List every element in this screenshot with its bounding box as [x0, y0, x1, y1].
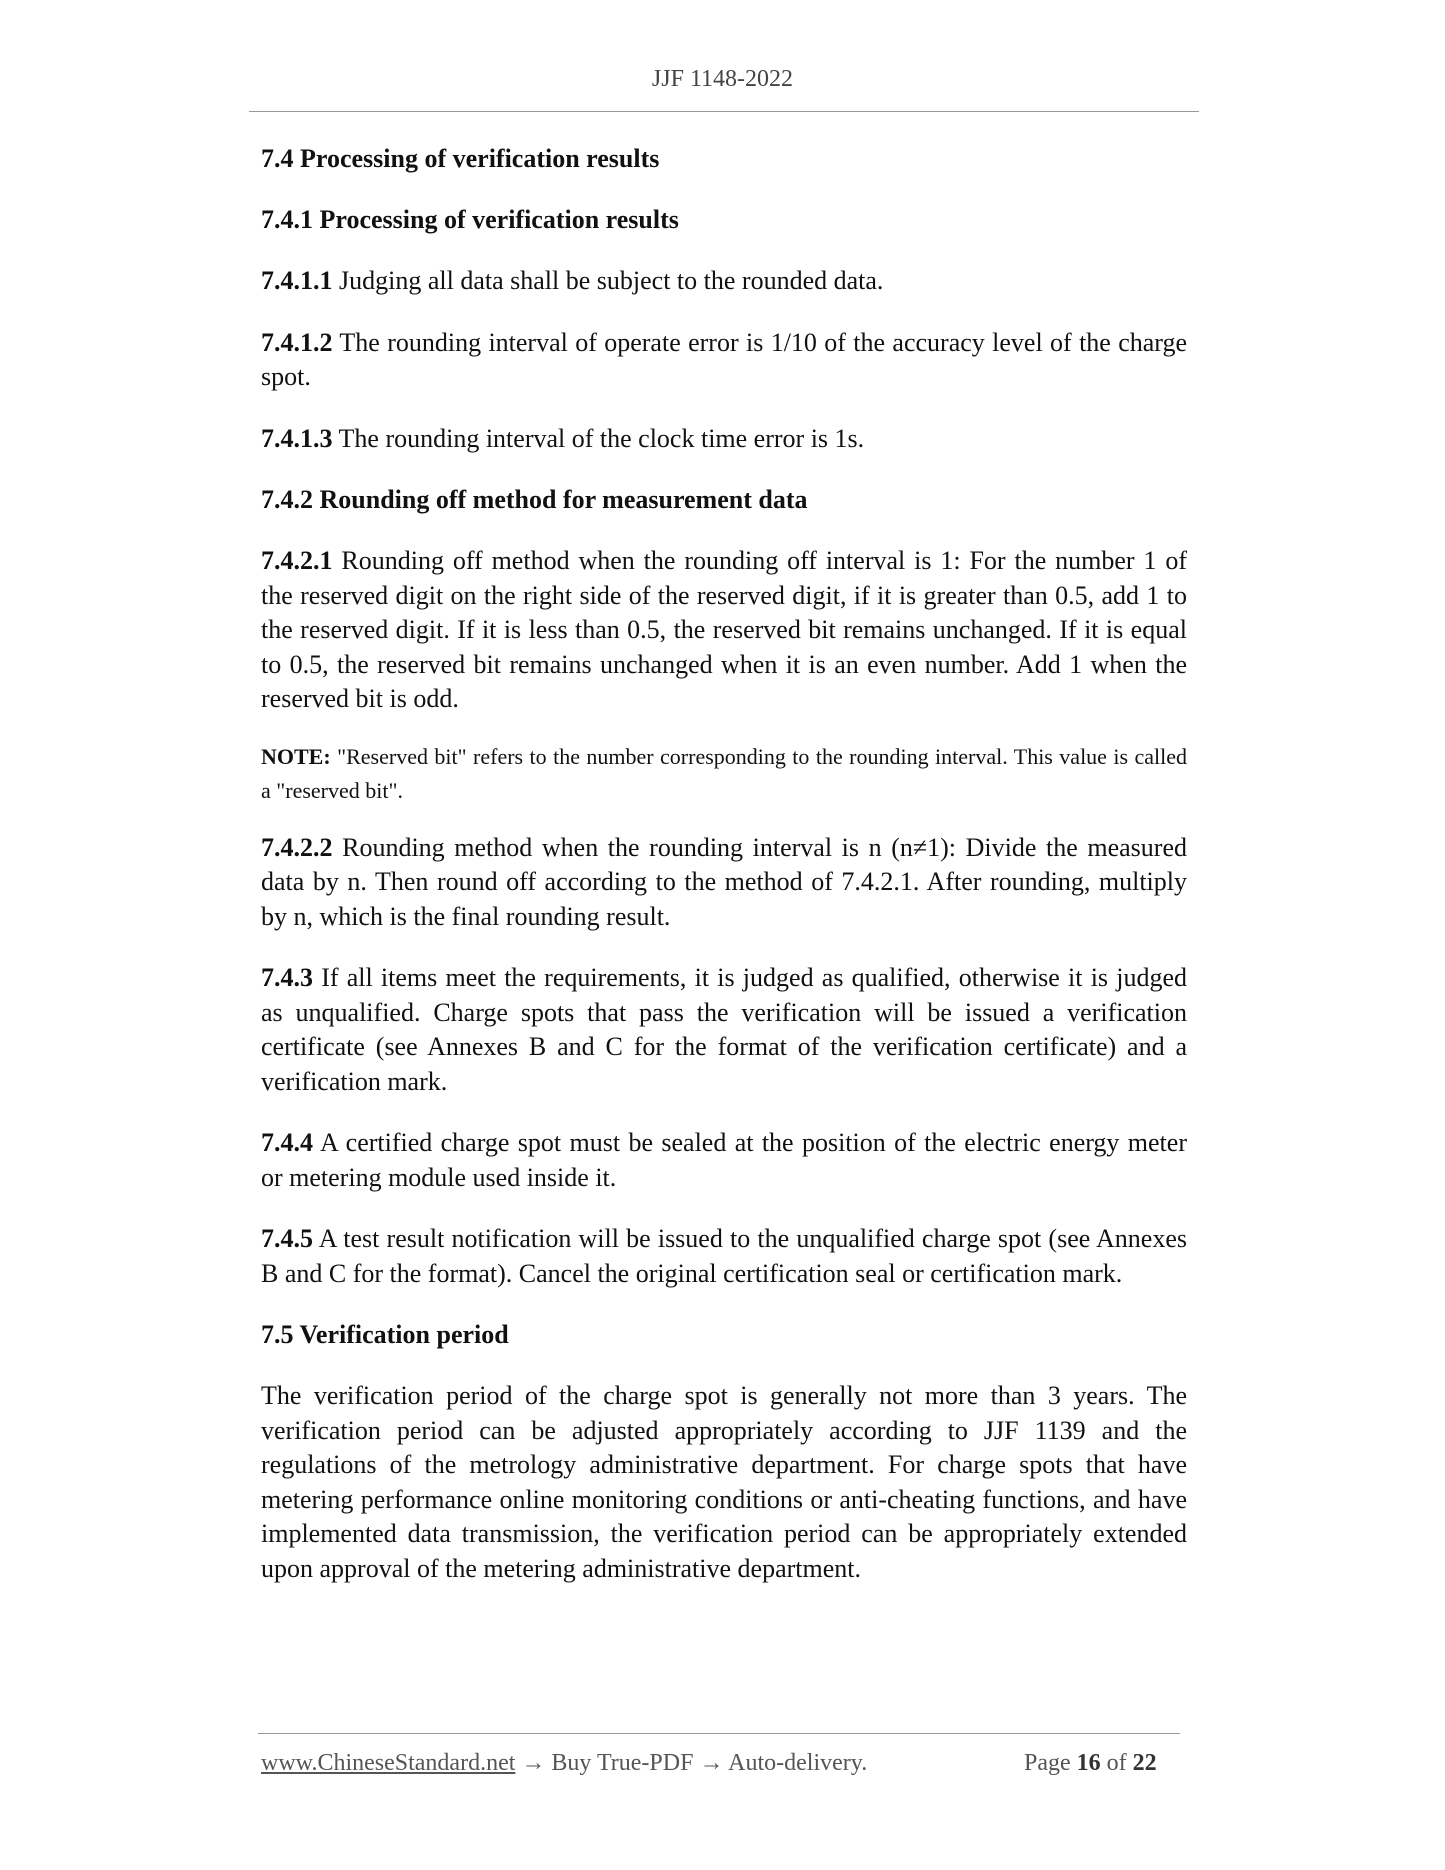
note [261, 740, 1187, 809]
page-body [261, 142, 1187, 1613]
clause-text: A certified charge spot must be sealed at the position of the electric energy meter or metering module used inside it. [261, 1128, 1187, 1192]
delivery-text: Auto-delivery. [728, 1750, 868, 1776]
buy-text: Buy True-PDF [551, 1750, 694, 1776]
clause-number: 7.4.5 [261, 1224, 313, 1253]
clause-text: A test result notification will be issued to the unqualified charge spot (see Annexes B and C for the format). Cancel the original certification seal or certification mark. [261, 1224, 1187, 1288]
clause-7-4-5 [261, 1222, 1187, 1291]
clause-7-4-1-2 [261, 326, 1187, 395]
clause-7-4-2-2 [261, 831, 1187, 935]
heading-7-4-2: 7.4.2 Rounding off method for measurement data [261, 485, 808, 514]
clause-7-4-4 [261, 1126, 1187, 1195]
header-title: JJF 1148-2022 [651, 66, 794, 92]
clause-text: Rounding off method when the rounding off interval is 1: For the number 1 of the reserved digit on the right side of the reserved digit, if it is greater than 0.5, add 1 to the reserved digit. If it is less than 0.5, the reserved bit remains unchanged. If it is equal to 0.5, the reserved bit remains unchanged when it is an even number. Add 1 when the reserved bit is odd. [261, 546, 1187, 713]
clause-7-4-3 [261, 961, 1187, 1099]
page-total: 22 [1132, 1750, 1157, 1776]
clause-text: Judging all data shall be subject to the rounded data. [339, 266, 884, 295]
heading-7-5: 7.5 Verification period [261, 1320, 509, 1349]
heading-7-4: 7.4 Processing of verification results [261, 144, 660, 173]
page-number: 16 [1076, 1750, 1101, 1776]
clause-number: 7.4.1.2 [261, 327, 333, 357]
note-text: "Reserved bit" refers to the number corresponding to the rounding interval. This value is called a "reserved bit". [261, 743, 1188, 803]
clause-number: 7.4.2.2 [261, 832, 333, 862]
clause-number: 7.4.3 [261, 963, 313, 992]
footer-promo [261, 1750, 867, 1777]
clause-text: If all items meet the requirements, it is judged as qualified, otherwise it is judged as unqualified. Charge spots that pass the verification will be issued a verification certificate (see Annexes B and C for the format of the verification certificate) and a verification mark. [261, 963, 1188, 1096]
clause-7-4-1-1 [261, 264, 1187, 299]
arrow-right-icon: → [699, 1750, 724, 1776]
arrow-right-icon: → [521, 1750, 546, 1776]
site-link[interactable]: www.ChineseStandard.net [261, 1750, 516, 1776]
page-label: Page [1024, 1750, 1071, 1776]
footer-divider [258, 1733, 1180, 1734]
note-label: NOTE: [261, 743, 331, 769]
page-indicator [1024, 1750, 1157, 1777]
clause-7-4-1-3 [261, 422, 1187, 457]
header-divider [249, 111, 1199, 112]
clause-text: The rounding interval of operate error is 1/10 of the accuracy level of the charge spot. [261, 327, 1188, 391]
verification-period-text: The verification period of the charge spot is generally not more than 3 years. The verification period can be adjusted appropriately according to JJF 1139 and the regulations of the metrology administrative department. For charge spots that have metering performance online monitoring conditions or anti-cheating functions, and have implemented data transmission, the verification period can be appropriately extended upon approval of the metering administrative department. [261, 1381, 1187, 1583]
clause-text: Rounding method when the rounding interval is n (n≠1): Divide the measured data by n. Then round off according to the method of 7.4.2.1. After rounding, multiply by n, which is the final rounding result. [261, 832, 1187, 931]
clause-number: 7.4.4 [261, 1128, 313, 1157]
of-label: of [1106, 1750, 1127, 1776]
clause-number: 7.4.1.3 [261, 423, 333, 453]
clause-7-4-2-1 [261, 544, 1187, 717]
heading-7-4-1: 7.4.1 Processing of verification results [261, 205, 679, 234]
clause-number: 7.4.2.1 [261, 546, 333, 575]
clause-number: 7.4.1.1 [261, 266, 333, 295]
clause-text: The rounding interval of the clock time error is 1s. [338, 423, 865, 453]
